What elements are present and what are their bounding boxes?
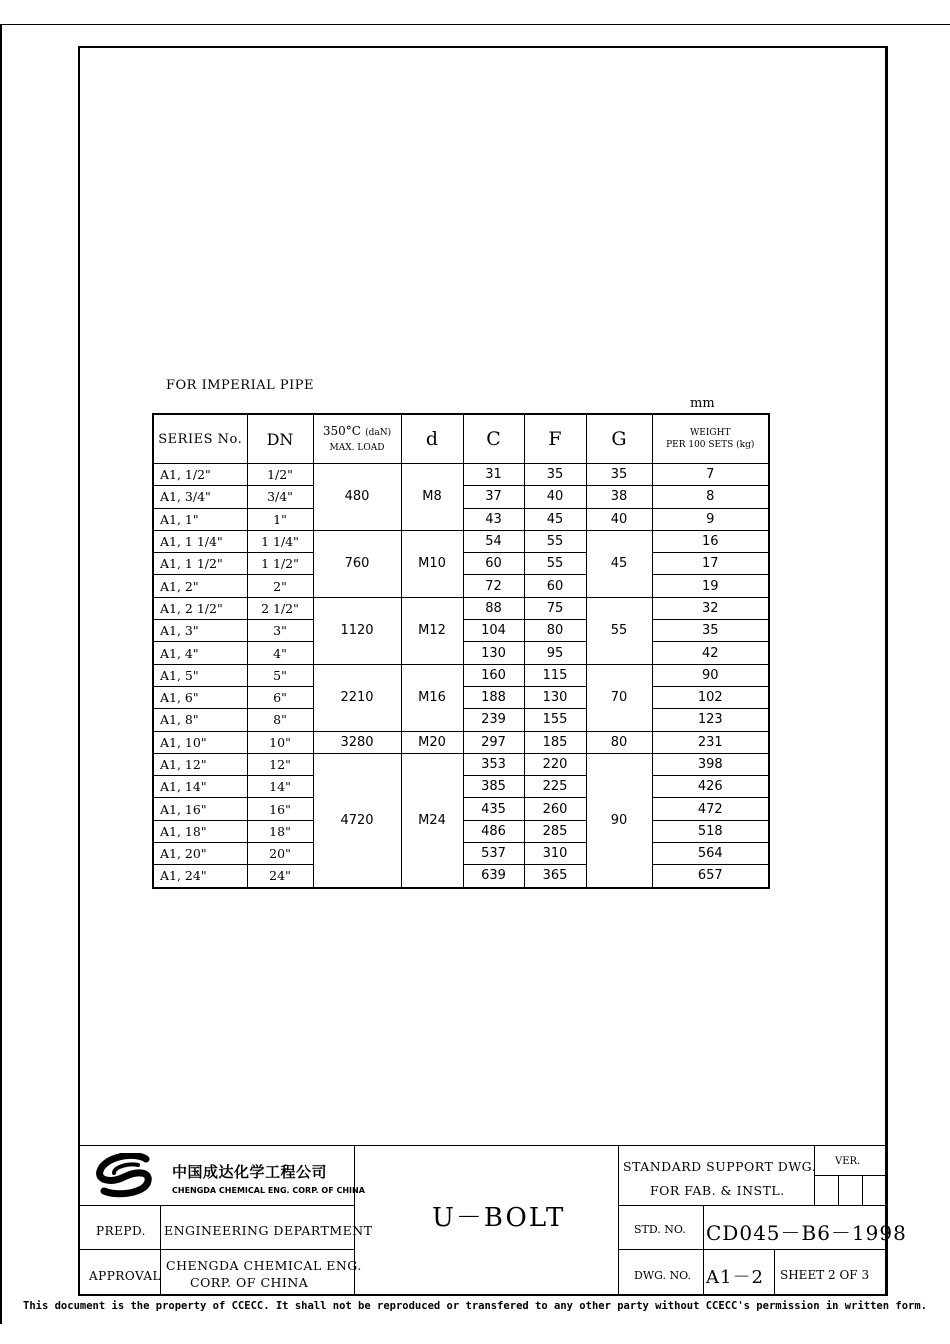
cell-weight: 657 <box>652 865 769 888</box>
cell-series: A1, 1 1/4" <box>153 530 247 552</box>
dwg-no-label: DWG. NO. <box>634 1269 692 1282</box>
table-body <box>153 464 769 888</box>
table-row <box>153 597 769 619</box>
cell-dn: 18" <box>247 820 313 842</box>
cell-series: A1, 1" <box>153 508 247 530</box>
cell-c: 31 <box>463 464 524 486</box>
weight-unit-label: PER 100 SETS (kg) <box>666 440 755 450</box>
table-row <box>153 731 769 753</box>
col-header-f: F <box>524 414 586 464</box>
cell-d: M20 <box>401 731 463 753</box>
cell-f: 55 <box>524 553 586 575</box>
ver-label: VER. <box>835 1156 861 1167</box>
cell-d: M24 <box>401 753 463 887</box>
cell-c: 160 <box>463 664 524 686</box>
cell-c: 54 <box>463 530 524 552</box>
cell-c: 37 <box>463 486 524 508</box>
cell-weight: 35 <box>652 620 769 642</box>
company-logo-icon <box>94 1153 160 1199</box>
cell-series: A1, 1 1/2" <box>153 553 247 575</box>
cell-max-load: 3280 <box>313 731 401 753</box>
cell-dn: 2" <box>247 575 313 597</box>
cell-series: A1, 6" <box>153 686 247 708</box>
cell-dn: 3/4" <box>247 486 313 508</box>
cell-dn: 24" <box>247 865 313 888</box>
company-name-cn: 中国成达化学工程公司 <box>172 1163 328 1181</box>
std-no-value: CD045－B6－1998 <box>706 1221 907 1245</box>
cell-g: 35 <box>586 464 652 486</box>
cell-f: 35 <box>524 464 586 486</box>
cell-g: 90 <box>586 753 652 887</box>
cell-d: M12 <box>401 597 463 664</box>
cell-dn: 4" <box>247 642 313 664</box>
cell-weight: 564 <box>652 843 769 865</box>
prepd-label: PREPD. <box>96 1224 146 1238</box>
col-header-g: G <box>586 414 652 464</box>
cell-f: 115 <box>524 664 586 686</box>
cell-series: A1, 12" <box>153 753 247 775</box>
cell-series: A1, 14" <box>153 776 247 798</box>
cell-g: 45 <box>586 530 652 597</box>
cell-g: 80 <box>586 731 652 753</box>
cell-series: A1, 1/2" <box>153 464 247 486</box>
cell-series: A1, 2 1/2" <box>153 597 247 619</box>
cell-dn: 10" <box>247 731 313 753</box>
col-header-weight <box>652 414 769 464</box>
cell-max-load: 480 <box>313 464 401 531</box>
cell-dn: 3" <box>247 620 313 642</box>
cell-c: 385 <box>463 776 524 798</box>
cell-max-load: 2210 <box>313 664 401 731</box>
cell-g: 40 <box>586 508 652 530</box>
cell-f: 40 <box>524 486 586 508</box>
table-header-row <box>153 414 769 464</box>
cell-dn: 16" <box>247 798 313 820</box>
cell-c: 353 <box>463 753 524 775</box>
cell-dn: 6" <box>247 686 313 708</box>
cell-series: A1, 16" <box>153 798 247 820</box>
cell-weight: 9 <box>652 508 769 530</box>
cell-c: 297 <box>463 731 524 753</box>
cell-f: 130 <box>524 686 586 708</box>
cell-f: 80 <box>524 620 586 642</box>
property-notice: This document is the property of CCECC. It shall not be reproduced or transfered to any other party without CCECC's permission in written form. <box>23 1300 927 1312</box>
cell-c: 88 <box>463 597 524 619</box>
cell-max-load: 760 <box>313 530 401 597</box>
cell-series: A1, 4" <box>153 642 247 664</box>
load-temperature: 350°C <box>322 424 361 438</box>
cell-series: A1, 20" <box>153 843 247 865</box>
cell-weight: 32 <box>652 597 769 619</box>
dwg-no-value: A1－2 <box>706 1267 764 1288</box>
col-header-dn: DN <box>247 414 313 464</box>
cell-f: 220 <box>524 753 586 775</box>
cell-c: 104 <box>463 620 524 642</box>
cell-weight: 7 <box>652 464 769 486</box>
cell-c: 639 <box>463 865 524 888</box>
cell-f: 75 <box>524 597 586 619</box>
approval-value-line-2: CORP. OF CHINA <box>190 1275 309 1290</box>
cell-dn: 20" <box>247 843 313 865</box>
cell-d: M16 <box>401 664 463 731</box>
std-title-line-1: STANDARD SUPPORT DWG. <box>623 1159 817 1174</box>
cell-dn: 1" <box>247 508 313 530</box>
cell-f: 310 <box>524 843 586 865</box>
cell-f: 225 <box>524 776 586 798</box>
cell-series: A1, 3/4" <box>153 486 247 508</box>
cell-f: 155 <box>524 709 586 731</box>
imperial-pipe-note: FOR IMPERIAL PIPE <box>166 378 314 393</box>
cell-dn: 14" <box>247 776 313 798</box>
cell-c: 239 <box>463 709 524 731</box>
cell-c: 130 <box>463 642 524 664</box>
cell-f: 365 <box>524 865 586 888</box>
prepd-value: ENGINEERING DEPARTMENT <box>164 1223 373 1238</box>
cell-f: 45 <box>524 508 586 530</box>
cell-series: A1, 3" <box>153 620 247 642</box>
cell-dn: 1 1/4" <box>247 530 313 552</box>
sheet-left-edge <box>0 24 2 1324</box>
cell-c: 486 <box>463 820 524 842</box>
company-name-en: CHENGDA CHEMICAL ENG. CORP. OF CHINA <box>172 1186 365 1195</box>
cell-weight: 90 <box>652 664 769 686</box>
cell-weight: 518 <box>652 820 769 842</box>
cell-d: M8 <box>401 464 463 531</box>
cell-f: 60 <box>524 575 586 597</box>
cell-weight: 123 <box>652 709 769 731</box>
table-row <box>153 664 769 686</box>
cell-f: 285 <box>524 820 586 842</box>
cell-dn: 2 1/2" <box>247 597 313 619</box>
cell-series: A1, 8" <box>153 709 247 731</box>
col-header-d: d <box>401 414 463 464</box>
cell-f: 95 <box>524 642 586 664</box>
cell-dn: 1 1/2" <box>247 553 313 575</box>
col-header-series: SERIES No. <box>153 414 247 464</box>
cell-series: A1, 5" <box>153 664 247 686</box>
std-title-line-2: FOR FAB. & INSTL. <box>650 1183 785 1198</box>
u-bolt-spec-table <box>152 413 770 889</box>
cell-weight: 8 <box>652 486 769 508</box>
load-label: MAX. LOAD <box>329 443 385 453</box>
cell-weight: 472 <box>652 798 769 820</box>
cell-max-load: 4720 <box>313 753 401 887</box>
cell-weight: 16 <box>652 530 769 552</box>
cell-weight: 398 <box>652 753 769 775</box>
std-no-label: STD. NO. <box>634 1223 686 1236</box>
unit-label: mm <box>690 396 715 411</box>
cell-series: A1, 10" <box>153 731 247 753</box>
cell-g: 70 <box>586 664 652 731</box>
cell-dn: 1/2" <box>247 464 313 486</box>
col-header-max-load <box>313 414 401 464</box>
cell-series: A1, 2" <box>153 575 247 597</box>
cell-f: 55 <box>524 530 586 552</box>
cell-series: A1, 18" <box>153 820 247 842</box>
cell-series: A1, 24" <box>153 865 247 888</box>
cell-weight: 102 <box>652 686 769 708</box>
cell-c: 43 <box>463 508 524 530</box>
cell-c: 537 <box>463 843 524 865</box>
sheet-top-line <box>0 24 950 25</box>
drawing-title: U－BOLT <box>432 1203 566 1233</box>
cell-weight: 231 <box>652 731 769 753</box>
cell-g: 55 <box>586 597 652 664</box>
table-row <box>153 530 769 552</box>
cell-weight: 19 <box>652 575 769 597</box>
cell-weight: 17 <box>652 553 769 575</box>
cell-c: 188 <box>463 686 524 708</box>
cell-c: 60 <box>463 553 524 575</box>
sheet-number: SHEET 2 OF 3 <box>780 1268 870 1282</box>
cell-dn: 12" <box>247 753 313 775</box>
table-row <box>153 753 769 775</box>
weight-label: WEIGHT <box>690 428 731 438</box>
approval-value-line-1: CHENGDA CHEMICAL ENG. <box>166 1258 362 1273</box>
cell-f: 260 <box>524 798 586 820</box>
cell-d: M10 <box>401 530 463 597</box>
cell-dn: 8" <box>247 709 313 731</box>
cell-c: 435 <box>463 798 524 820</box>
cell-weight: 42 <box>652 642 769 664</box>
approval-label: APPROVAL <box>89 1269 161 1283</box>
cell-weight: 426 <box>652 776 769 798</box>
cell-max-load: 1120 <box>313 597 401 664</box>
cell-g: 38 <box>586 486 652 508</box>
cell-c: 72 <box>463 575 524 597</box>
table-row <box>153 464 769 486</box>
title-block <box>80 1145 907 1294</box>
cell-dn: 5" <box>247 664 313 686</box>
cell-f: 185 <box>524 731 586 753</box>
load-unit: (daN) <box>365 428 392 438</box>
col-header-c: C <box>463 414 524 464</box>
